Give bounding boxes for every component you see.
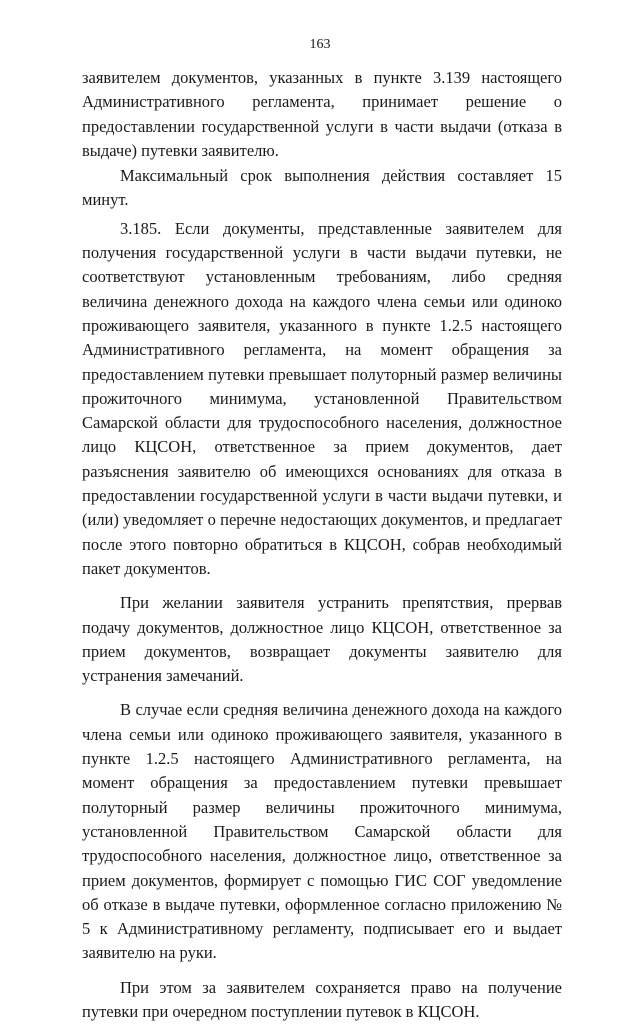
page-number: 163 <box>309 37 331 52</box>
document-body <box>82 66 562 1024</box>
paragraph-3-185: 3.185. Если документы, представленные заявителем для получения государственной услуги в части выдачи путевки, не соответствуют установленным требованиям, либо средняя величина денежного дохода на каждого члена семьи или одиноко проживающего заявителя, указанного в пункте 1.2.5 настоящего Административного регламента, на момент обращения за предоставлением путевки превышает полуторный размер величины прожиточного минимума, установленной Правительством Самарской области для трудоспособного населения, должностное лицо КЦСОН, ответственное за прием документов, дает разъяснения заявителю об имеющихся основаниях для отказа в предоставлении государственной услуги в части выдачи путевки, и (или) уведомляет о перечне недостающих документов, и предлагает после этого повторно обратиться в КЦСОН, собрав необходимый пакет документов. <box>82 218 562 578</box>
paragraph-continuation: заявителем документов, указанных в пункте 3.139 настоящего Административного регламента, принимает решение о предоставлении государственной услуги в части выдачи (отказа в выдаче) путевки заявителю. <box>82 68 562 160</box>
paragraph-max-duration: Максимальный срок выполнения действия составляет 15 минут. <box>82 166 562 210</box>
paragraph-return-documents: При желании заявителя устранить препятствия, прервав подачу документов, должностное лицо КЦСОН, ответственное за прием документов, возвращает документы заявителю для устранения замечаний. <box>82 593 562 686</box>
paragraph-refusal-notice: В случае если средняя величина денежного дохода на каждого члена семьи или одиноко проживающего заявителя, указанного в пункте 1.2.5 настоящего Административного регламента, на момент обращения за предоставлением путевки превышает полуторный размер величины прожиточного минимума, установленной Правительством Самарской области для трудоспособного населения, должностное лицо, ответственное за прием документов, формирует с помощью ГИС СОГ уведомление об отказе в выдаче путевки, оформленное согласно приложению № 5 к Административному регламенту, подписывает его и выдает заявителю на руки. <box>82 700 562 963</box>
paragraph-right-retained: При этом за заявителем сохраняется право на получение путевки при очередном поступлении путевок в КЦСОН. <box>82 977 562 1021</box>
